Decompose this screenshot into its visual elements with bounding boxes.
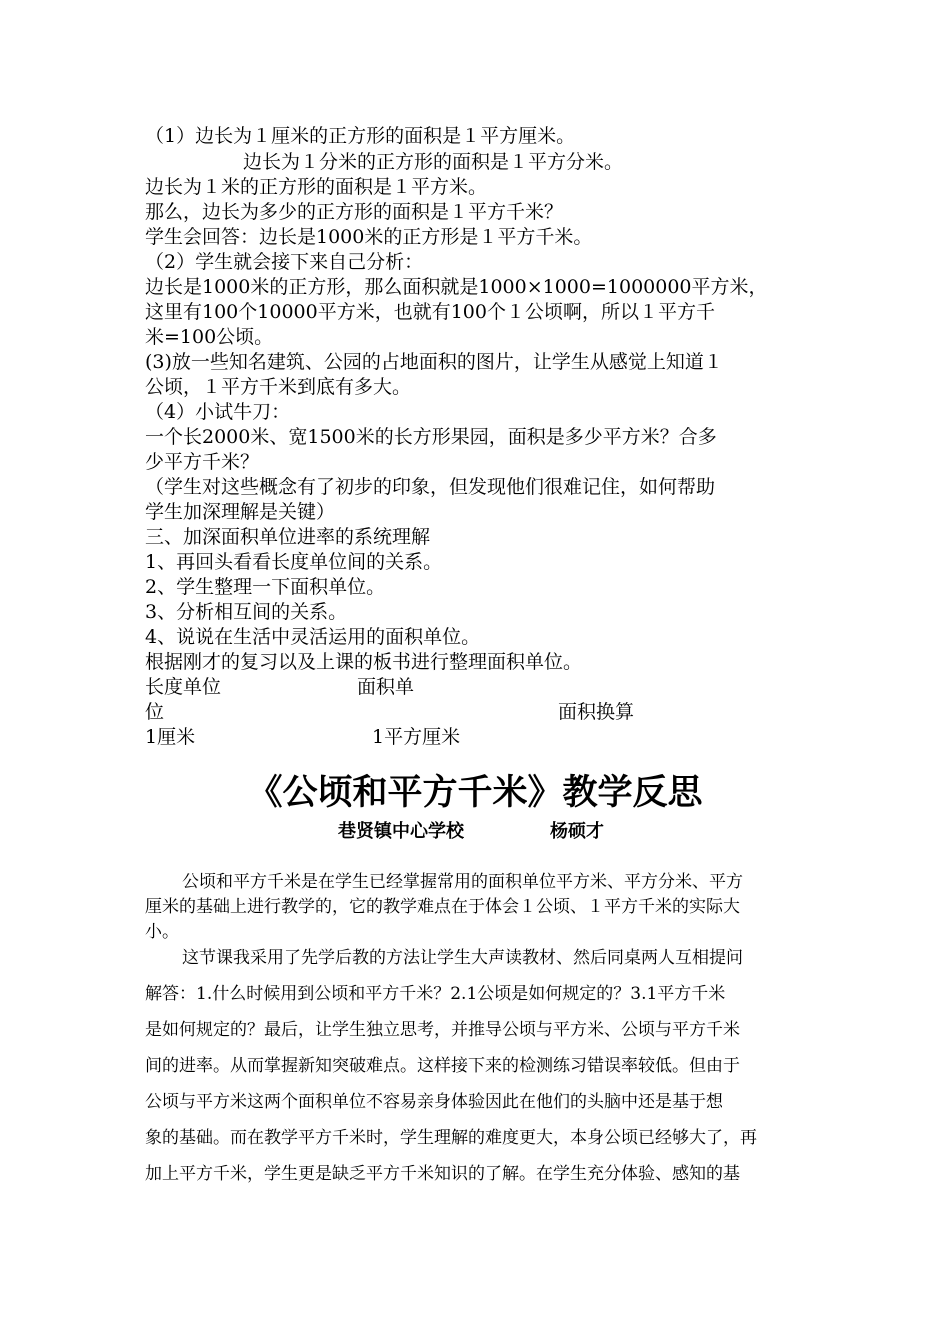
paragraph-line: 间的进率。从而掌握新知突破难点。这样接下来的检测练习错误率较低。但由于 <box>145 1056 740 1076</box>
text-line: 根据刚才的复习以及上课的板书进行整理面积单位。 <box>145 651 583 673</box>
table-header-length-unit: 长度单位 <box>145 676 222 698</box>
text-line: 一个长2000米、宽1500米的长方形果园，面积是多少平方米？合多 <box>145 426 717 448</box>
text-line: (3)放一些知名建筑、公园的占地面积的图片，让学生从感觉上知道１ <box>145 351 723 373</box>
text-line: 少平方千米？ <box>145 451 260 473</box>
text-line: 学生加深理解是关键） <box>145 501 336 523</box>
paragraph-line: 解答：1.什么时候用到公顷和平方千米？2.1公顷是如何规定的？3.1平方千米 <box>145 984 726 1004</box>
table-cell: 1平方厘米 <box>372 726 461 748</box>
text-line: 边长为１米的正方形的面积是１平方米。 <box>145 176 488 198</box>
section-heading: 三、加深面积单位进率的系统理解 <box>145 526 431 548</box>
text-line: 1、再回头看看长度单位间的关系。 <box>145 551 443 573</box>
paragraph-line: 公顷和平方千米是在学生已经掌握常用的面积单位平方米、平方分米、平方 <box>182 872 743 892</box>
paragraph-line: 是如何规定的？最后，让学生独立思考，并推导公顷与平方米、公顷与平方千米 <box>145 1020 740 1040</box>
text-line: （2）学生就会接下来自己分析： <box>145 251 424 273</box>
text-line: 4、说说在生活中灵活运用的面积单位。 <box>145 626 481 648</box>
author-name: 杨硕才 <box>550 821 604 842</box>
paragraph-line: 加上平方千米，学生更是缺乏平方千米知识的了解。在学生充分体验、感知的基 <box>145 1164 740 1184</box>
paragraph-line: 这节课我采用了先学后教的方法让学生大声读教材、然后同桌两人互相提问 <box>182 948 743 968</box>
text-line: 3、分析相互间的关系。 <box>145 601 348 623</box>
text-line: 那么，边长为多少的正方形的面积是１平方千米？ <box>145 201 564 223</box>
paragraph-line: 象的基础。而在教学平方千米时，学生理解的难度更大，本身公顷已经够大了，再 <box>145 1128 757 1148</box>
table-header-area-unit-wrap: 位 <box>145 701 165 723</box>
paragraph-line: 公顷与平方米这两个面积单位不容易亲身体验因此在他们的头脑中还是基于想 <box>145 1092 723 1112</box>
table-header-area-conversion: 面积换算 <box>558 701 635 723</box>
school-name: 巷贤镇中心学校 <box>338 821 464 842</box>
text-line: 2、学生整理一下面积单位。 <box>145 576 386 598</box>
text-line: 学生会回答：边长是1000米的正方形是１平方千米。 <box>145 226 593 248</box>
text-line: 边长是1000米的正方形，那么面积就是1000×1000=1000000平方米， <box>145 276 768 298</box>
paragraph-line: 小。 <box>145 922 179 942</box>
reflection-title: 《公顷和平方千米》教学反思 <box>247 773 703 813</box>
text-line: （学生对这些概念有了初步的印象，但发现他们很难记住，如何帮助 <box>145 476 716 498</box>
text-line: 边长为１分米的正方形的面积是１平方分米。 <box>243 151 624 173</box>
table-header-area-unit: 面积单 <box>357 676 415 698</box>
text-line: 这里有100个10000平方米，也就有100个１公顷啊，所以１平方千 <box>145 301 715 323</box>
text-line: （1）边长为１厘米的正方形的面积是１平方厘米。 <box>145 125 576 147</box>
text-line: 米=100公顷。 <box>145 326 274 348</box>
paragraph-line: 厘米的基础上进行教学的，它的教学难点在于体会１公顷、１平方千米的实际大 <box>145 897 740 917</box>
text-line: 公顷，１平方千米到底有多大。 <box>145 376 412 398</box>
table-cell: 1厘米 <box>145 726 196 748</box>
text-line: （4）小试牛刀： <box>145 401 291 423</box>
